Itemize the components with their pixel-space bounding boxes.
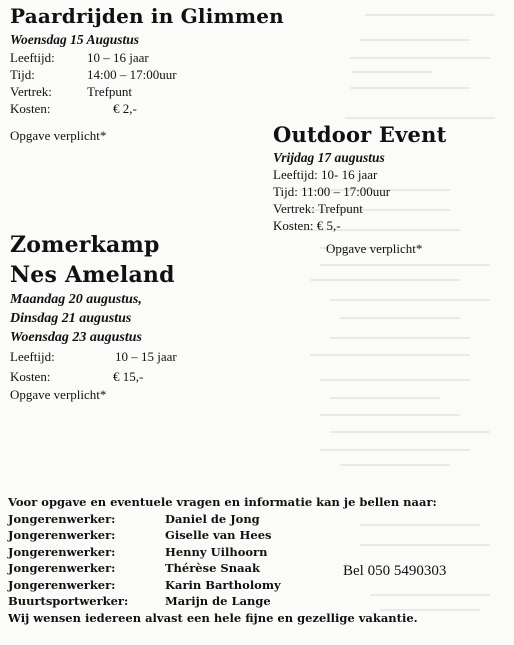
contact-section <box>8 494 514 626</box>
contact-name: Marijn de Lange <box>165 594 271 608</box>
contact-name: Thérèse Snaak <box>165 561 260 575</box>
contact-role: Buurtsportwerker: <box>8 594 129 608</box>
detail-row: Leeftijd: 10- 16 jaar <box>273 167 378 182</box>
zomerkamp-note: Opgave verplicht* <box>10 387 107 402</box>
contact-role: Jongerenwerker: <box>8 544 116 559</box>
zomerkamp-title-line2: Nes Ameland <box>10 262 175 288</box>
contact-person <box>8 527 514 544</box>
detail-label: Kosten: <box>10 369 51 384</box>
paardrijden-date: Woensdag 15 Augustus <box>10 32 140 47</box>
zomerkamp-details <box>10 347 175 387</box>
detail-row: Kosten: € 5,- <box>273 218 341 233</box>
contact-name: Henny Uilhoorn <box>165 544 268 559</box>
outdoor-note: Opgave verplicht* <box>326 241 423 256</box>
detail-row <box>10 347 175 367</box>
contact-person <box>8 593 514 610</box>
contact-name: Daniel de Jong <box>165 511 260 526</box>
contact-person <box>8 544 514 561</box>
outdoor-title: Outdoor Event <box>273 122 447 147</box>
detail-row <box>10 100 284 117</box>
paardrijden-section <box>10 6 284 144</box>
contact-name: Giselle van Hees <box>165 528 272 542</box>
detail-value: 14:00 – 17:00uur <box>87 67 177 82</box>
detail-label: Leeftijd: <box>10 349 55 364</box>
zomerkamp-section <box>10 234 175 403</box>
outdoor-section <box>273 124 446 257</box>
contact-role: Jongerenwerker: <box>8 528 116 542</box>
detail-label: Leeftijd: <box>10 50 55 65</box>
paardrijden-title: Paardrijden in Glimmen <box>10 4 284 28</box>
detail-label: Kosten: <box>10 101 51 116</box>
contact-intro: Voor opgave en eventuele vragen en informatie kan je bellen naar: <box>8 495 437 509</box>
contact-role: Jongerenwerker: <box>8 577 116 592</box>
detail-row: Tijd: 11:00 – 17:00uur <box>273 184 391 199</box>
phone-number: Bel 050 5490303 <box>343 563 447 579</box>
detail-value: 10 – 16 jaar <box>87 50 149 65</box>
outdoor-details <box>273 166 446 234</box>
detail-label: Tijd: <box>10 67 35 82</box>
detail-label: Vertrek: <box>10 84 52 99</box>
detail-row: Vertrek: Trefpunt <box>273 201 363 216</box>
contact-role: Jongerenwerker: <box>8 511 116 526</box>
contact-role: Jongerenwerker: <box>8 561 116 575</box>
zomerkamp-date: Woensdag 23 augustus <box>10 330 143 345</box>
detail-value: Trefpunt <box>87 84 133 99</box>
paardrijden-note: Opgave verplicht* <box>10 128 107 143</box>
zomerkamp-title-line1: Zomerkamp <box>10 232 160 258</box>
paardrijden-details <box>10 49 284 117</box>
zomerkamp-date: Dinsdag 21 augustus <box>10 311 132 326</box>
closing-text: Wij wensen iedereen alvast een hele fijne en gezellige vakantie. <box>8 610 418 625</box>
detail-row <box>10 83 284 100</box>
zomerkamp-date: Maandag 20 augustus, <box>10 292 142 307</box>
contact-name: Karin Bartholomy <box>165 577 281 592</box>
detail-row <box>10 367 175 387</box>
contact-person <box>8 511 514 528</box>
detail-row <box>10 49 284 66</box>
outdoor-date: Vrijdag 17 augustus <box>273 150 385 165</box>
detail-row <box>10 66 284 83</box>
detail-value: € 15,- <box>113 369 144 384</box>
detail-value: € 2,- <box>113 101 137 116</box>
detail-value: 10 – 15 jaar <box>115 349 177 364</box>
zomerkamp-dates <box>10 290 175 347</box>
